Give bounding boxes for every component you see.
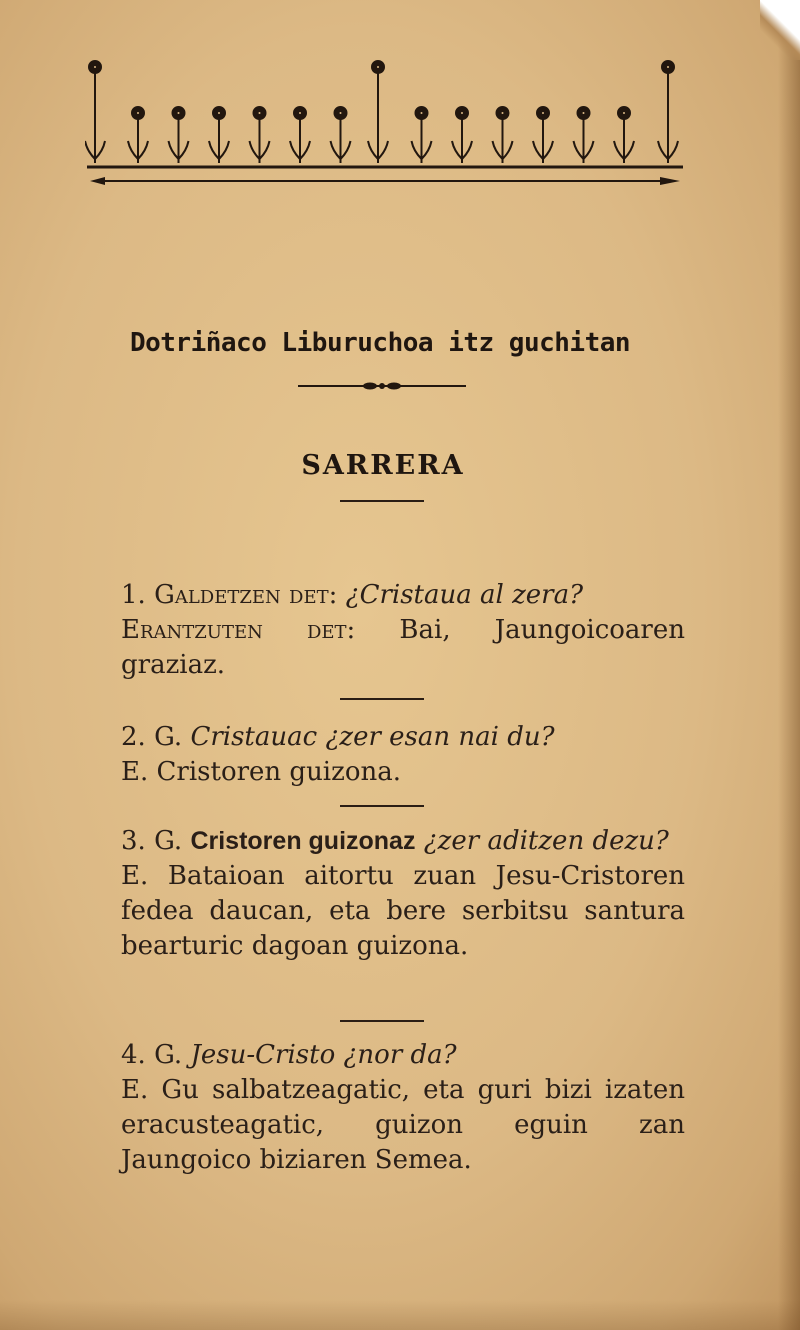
answer-text: Gu salbatzeagatic, eta guri bizi izaten eracusteagatic, guizon eguin zan Jaungoico biziaren Semea. <box>121 1075 685 1175</box>
question-number: 4. <box>121 1040 146 1070</box>
question-text: Cristauac ¿zer esan nai du? <box>190 722 555 752</box>
flower-icon <box>452 107 472 163</box>
question-block-2 <box>85 720 685 790</box>
flower-icon <box>331 107 351 163</box>
page-bottom-shadow <box>0 1300 800 1330</box>
flower-icon <box>250 107 270 163</box>
separator-rule <box>340 698 424 700</box>
flower-icon <box>658 61 678 163</box>
answer-text: Bataioan aitortu zuan Jesu-Cristoren fedea daucan, eta bere serbitsu santura bearturic dagoan guizona. <box>121 861 685 961</box>
question-label: G. <box>154 722 183 752</box>
answer-text: Cristoren guizona. <box>156 757 401 787</box>
question-number: 1. <box>121 580 146 610</box>
question-text: ¿zer aditzen dezu? <box>423 826 669 856</box>
flower-icon <box>169 107 189 163</box>
answer-label: E. <box>121 757 149 787</box>
flower-icon <box>290 107 310 163</box>
question-block-3 <box>85 824 685 964</box>
answer-text: Bai, Jaungoicoaren graziaz. <box>121 615 685 680</box>
flower-icon <box>85 61 105 163</box>
section-heading: SARRERA <box>301 450 465 481</box>
flower-icon <box>493 107 513 163</box>
question-number: 2. <box>121 722 146 752</box>
page-corner-curl <box>760 0 800 60</box>
flower-icon <box>128 107 148 163</box>
question-bold-text: Cristoren guizonaz <box>190 827 416 855</box>
flower-icon <box>368 61 388 163</box>
page-title: Dotriñaco Liburuchoa itz guchitan <box>129 328 631 358</box>
separator-rule <box>340 805 424 807</box>
flower-icon <box>209 107 229 163</box>
answer-label: E. <box>121 861 149 891</box>
flower-icon <box>614 107 634 163</box>
flower-icon <box>412 107 432 163</box>
question-label: G. <box>154 826 183 856</box>
question-text: Jesu-Cristo ¿nor da? <box>190 1040 457 1070</box>
separator-rule <box>340 1020 424 1022</box>
flower-border-ornament <box>85 55 685 195</box>
question-label: G. <box>154 1040 183 1070</box>
answer-label: E. <box>121 1075 149 1105</box>
answer-label: Erantzuten det: <box>121 615 356 645</box>
question-number: 3. <box>121 826 146 856</box>
question-block-1 <box>85 578 685 683</box>
question-label: Galdetzen det: <box>154 580 338 610</box>
flower-icon <box>533 107 553 163</box>
question-block-4 <box>85 1038 685 1178</box>
flower-icon <box>574 107 594 163</box>
question-text: ¿Cristaua al zera? <box>345 580 584 610</box>
page-edge-shadow <box>778 0 800 1330</box>
dash-ornament <box>298 378 466 394</box>
heading-rule <box>340 500 424 502</box>
